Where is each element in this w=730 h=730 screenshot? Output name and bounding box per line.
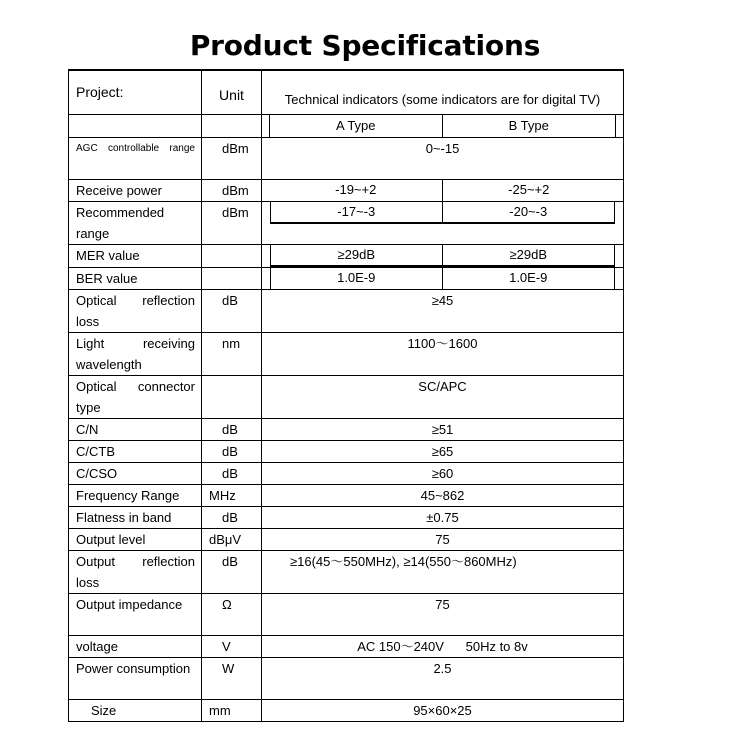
table-row <box>69 657 624 699</box>
row-value: ≥60 <box>262 462 624 484</box>
row-value: 75 <box>262 593 624 635</box>
row-value: ≥65 <box>262 440 624 462</box>
header-unit: Unit <box>202 70 262 114</box>
row-unit: dB <box>202 550 262 593</box>
table-row <box>69 506 624 528</box>
row-split-value <box>262 201 624 244</box>
value-type-a: -19~+2 <box>270 180 443 201</box>
row-value: ≥45 <box>262 289 624 332</box>
table-type-row <box>69 114 624 137</box>
row-label: Power consumption <box>69 657 202 699</box>
type-b-header: B Type <box>508 117 549 133</box>
row-value: ≥51 <box>262 418 624 440</box>
row-value: 95×60×25 <box>262 699 624 721</box>
row-label: Recommended range <box>69 201 202 244</box>
type-row-spacer-unit <box>202 114 262 137</box>
value-type-a: ≥29dB <box>271 245 443 265</box>
table-row <box>69 418 624 440</box>
value-type-b: -25~+2 <box>508 181 550 197</box>
table-row <box>69 440 624 462</box>
row-value: 45~862 <box>262 484 624 506</box>
row-unit: nm <box>202 332 262 375</box>
row-label: Optical connector type <box>69 375 202 418</box>
type-header-cell <box>262 114 624 137</box>
row-split-value <box>262 244 624 267</box>
row-label: Size <box>69 699 202 721</box>
table-row <box>69 179 624 201</box>
table-row <box>69 332 624 375</box>
row-value: SC/APC <box>262 375 624 418</box>
value-type-b: -20~-3 <box>509 203 548 219</box>
row-unit: W <box>202 657 262 699</box>
row-label: C/CTB <box>69 440 202 462</box>
table-row <box>69 244 624 267</box>
row-label: Light receiving wavelength <box>69 332 202 375</box>
row-value: ±0.75 <box>262 506 624 528</box>
table-row <box>69 267 624 289</box>
row-label: voltage <box>69 635 202 657</box>
row-label: Receive power <box>69 179 202 201</box>
table-row <box>69 137 624 179</box>
table-row <box>69 550 624 593</box>
table-row <box>69 699 624 721</box>
value-type-b: 1.0E-9 <box>509 269 548 285</box>
table-row <box>69 593 624 635</box>
row-label: C/CSO <box>69 462 202 484</box>
row-unit: dBm <box>202 179 262 201</box>
row-split-value <box>262 179 624 201</box>
row-value: 1100～1600 <box>262 332 624 375</box>
row-split-value <box>262 267 624 289</box>
row-unit <box>202 267 262 289</box>
row-unit: dB <box>202 462 262 484</box>
table-row <box>69 462 624 484</box>
row-label: Flatness in band <box>69 506 202 528</box>
type-row-spacer-label <box>69 114 202 137</box>
row-unit: V <box>202 635 262 657</box>
row-label: Output impedance <box>69 593 202 635</box>
header-technical: Technical indicators (some indicators are for digital TV) <box>262 70 624 114</box>
type-a-header: A Type <box>270 115 443 137</box>
row-unit: dBm <box>202 201 262 244</box>
table-row <box>69 635 624 657</box>
row-unit: dBμV <box>202 528 262 550</box>
row-value: 2.5 <box>262 657 624 699</box>
value-type-a: -17~-3 <box>271 202 443 222</box>
row-label: Output level <box>69 528 202 550</box>
row-value: ≥16(45～550MHz), ≥14(550～860MHz) <box>262 550 624 593</box>
table-header-row <box>69 70 624 114</box>
row-label: AGC controllable range <box>69 137 202 179</box>
table-row <box>69 289 624 332</box>
row-label: BER value <box>69 267 202 289</box>
row-label: MER value <box>69 244 202 267</box>
row-unit: MHz <box>202 484 262 506</box>
table-row <box>69 484 624 506</box>
row-unit: dBm <box>202 137 262 179</box>
row-unit: dB <box>202 506 262 528</box>
value-type-a: 1.0E-9 <box>271 268 443 289</box>
row-label: Optical reflection loss <box>69 289 202 332</box>
row-unit: dB <box>202 289 262 332</box>
table-row <box>69 201 624 244</box>
row-unit: Ω <box>202 593 262 635</box>
table-row <box>69 375 624 418</box>
row-unit <box>202 375 262 418</box>
page-title: Product Specifications <box>189 29 541 62</box>
row-unit: mm <box>202 699 262 721</box>
table-row <box>69 528 624 550</box>
row-unit: dB <box>202 440 262 462</box>
spec-table <box>68 69 624 722</box>
row-value: AC 150～240V 50Hz to 8v <box>262 635 624 657</box>
row-unit: dB <box>202 418 262 440</box>
row-label: C/N <box>69 418 202 440</box>
row-value: 0~-15 <box>262 137 624 179</box>
header-project: Project: <box>69 70 202 114</box>
row-value: 75 <box>262 528 624 550</box>
row-label: Frequency Range <box>69 484 202 506</box>
value-type-b: ≥29dB <box>509 246 547 262</box>
row-unit <box>202 244 262 267</box>
row-label: Output reflection loss <box>69 550 202 593</box>
